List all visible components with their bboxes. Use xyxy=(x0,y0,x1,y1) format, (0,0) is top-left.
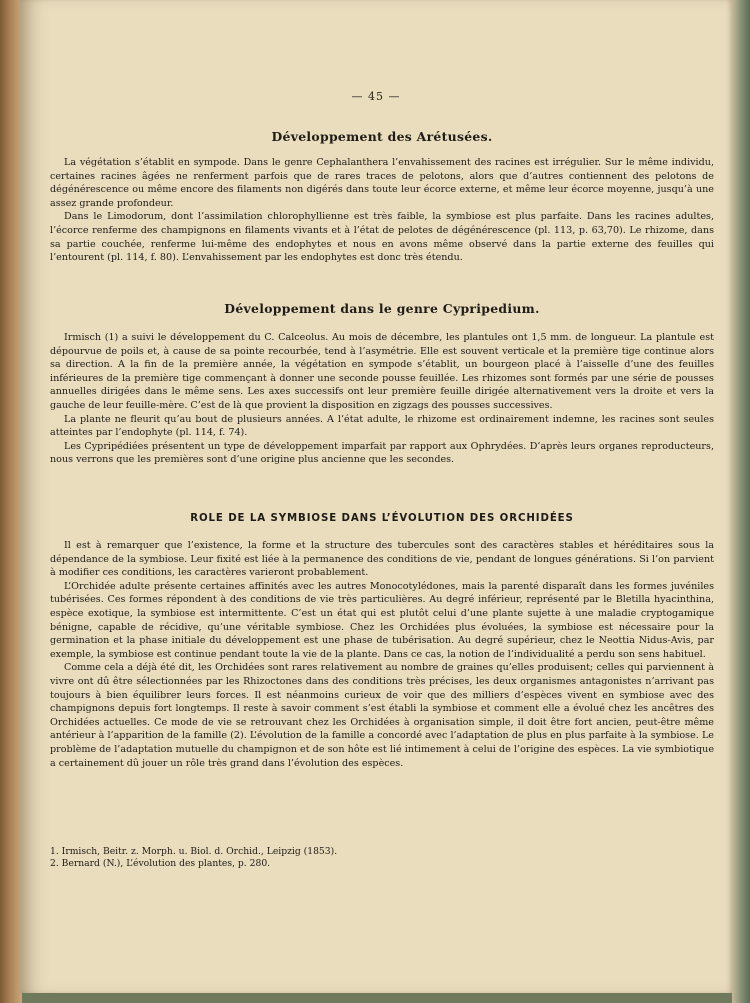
footnote: 2. Bernard (N.), L’évolution des plantes, p. 280. xyxy=(50,858,271,870)
paragraph: Comme cela a déjà été dit, les Orchidées sont rares relativement au nombre de graines qu’elles produisent; celles qui parviennent à vivre ont dû être sélectionnées par les Rhizoctones dans des conditions très précises, les deux organismes antagonistes n’arrivant pas toujours à bien équilibrer leurs forces. Il est néanmoins curieux de voir que des milliers d’espèces vivent en symbiose avec des champignons depuis fort longtemps. Il reste à savoir comment s’est établi la symbiose et comment elle a évolué chez les ancêtres des Orchidées actuelles. Ce mode de vie se retrouvant chez les Orchidées à organisation simple, il doit être fort ancien, peut-être même antérieur à l’apparition de la famille (2). L’évolution de la famille a concordé avec l’adaptation de plus en plus parfaite à la symbiose. Le problème de l’adaptation mutuelle du champignon et de son hôte est lié intimement à celui de l’origine des espèces. La vie symbiotique a certainement dû jouer un rôle très grand dans l’évolution des espèces. xyxy=(50,662,714,769)
paragraph: Dans le Limodorum, dont l’assimilation chlorophyllienne est très faible, la symbiose est plus parfaite. Dans les racines adultes, l’écorce renferme des champignons en filaments vivants et à l’état de pelotes de dégénérescence (pl. 113, p. 63,70). Le rhizome, dans sa partie couchée, renferme lui-même des endophytes et nous en avons même observé dans la partie externe des feuilles qui l’entourent (pl. 114, f. 80). L’envahissement par les endophytes est donc très étendu. xyxy=(50,211,714,264)
page xyxy=(20,0,732,993)
paragraph: Irmisch (1) a suivi le développement du C. Calceolus. Au mois de décembre, les plantules ont 1,5 mm. de longueur. La plantule est dépourvue de poils et, à cause de sa pointe recourbée, tend à l’asymétrie. Elle est souvent verticale et la première tige continue alors sa direction. A la fin de la première année, la végétation en sympode s’établit, un bourgeon placé à l’aisselle d’une des feuilles inférieures de la première tige commençant à donner une seconde pousse feuillée. Les rhizomes sont formés par une série de pousses annuelles dirigées dans le même sens. Les axes successifs ont leur première feuille dirigée alternativement vers la droite et vers la gauche de leur feuille-mère. C’est de là que provient la disposition en zigzags des pousses successives. xyxy=(50,332,714,411)
paragraph: La végétation s’établit en sympode. Dans le genre Cephalanthera l’envahissement des racines est irrégulier. Sur le même individu, certaines racines âgées ne renferment parfois que de rares traces de pelotons, alors que d’autres contiennent des pelotons de dégénérescence ou même encore des filaments non digérés dans toute leur écorce externe, et même leur écorce moyenne, jusqu’à une assez grande profondeur. xyxy=(50,157,714,209)
section-role-symbiose xyxy=(50,539,714,770)
section-title-aretusees: Développement des Arétusées. xyxy=(271,129,493,144)
book-spine xyxy=(0,0,22,1003)
paragraph: Il est à remarquer que l’existence, la forme et la structure des tubercules sont des caractères stables et héréditaires sous la dépendance de la symbiose. Leur fixité est liée à la permanence des conditions de vie, pendant de longues générations. Si l’on parvient à modifier ces conditions, les caractères varieront probablement. xyxy=(50,540,714,579)
footnotes xyxy=(50,846,714,871)
footnote: 1. Irmisch, Beitr. z. Morph. u. Biol. d. Orchid., Leipzig (1853). xyxy=(50,846,338,857)
paragraph: La plante ne fleurit qu’au bout de plusieurs années. A l’état adulte, le rhizome est ordinairement indemne, les racines sont seules atteintes par l’endophyte (pl. 114, f. 74). xyxy=(50,413,714,439)
section-title-role-symbiose: ROLE DE LA SYMBIOSE DANS L’ÉVOLUTION DES ORCHIDÉES xyxy=(190,513,574,524)
page-number: — 45 — xyxy=(351,90,401,103)
paragraph: Les Cypripédiées présentent un type de développement imparfait par rapport aux Ophrydées. D’après leurs organes reproducteurs, nous verrons que les premières sont d’une origine plus ancienne que les secondes. xyxy=(50,440,714,466)
paragraph: L’Orchidée adulte présente certaines affinités avec les autres Monocotylédones, mais la parenté disparaît dans les formes juvéniles tubérisées. Ces formes répondent à des conditions de vie très particulières. Au degré inférieur, représenté par le Bletilla hyacinthina, espèce exotique, la symbiose est intermittente. C’est un état qui est plutôt celui d’une plante sujette à une maladie cryptogamique bénigne, capable de récidive, qu’une véritable symbiose. Chez les Orchidées plus évoluées, la symbiose est nécessaire pour la germination et la phase initiale du développement est une phase de tubérisation. Au degré supérieur, chez le Neottia Nidus-Avis, par exemple, la symbiose est continue pendant toute la vie de la plante. Dans ce cas, la notion de l’individualité a perdu son sens habituel. xyxy=(50,580,714,660)
section-title-cypripedium: Développement dans le genre Cypripedium. xyxy=(224,301,540,316)
book-edge xyxy=(732,0,750,1003)
section-aretusees xyxy=(50,156,714,265)
section-cypripedium xyxy=(50,331,714,467)
